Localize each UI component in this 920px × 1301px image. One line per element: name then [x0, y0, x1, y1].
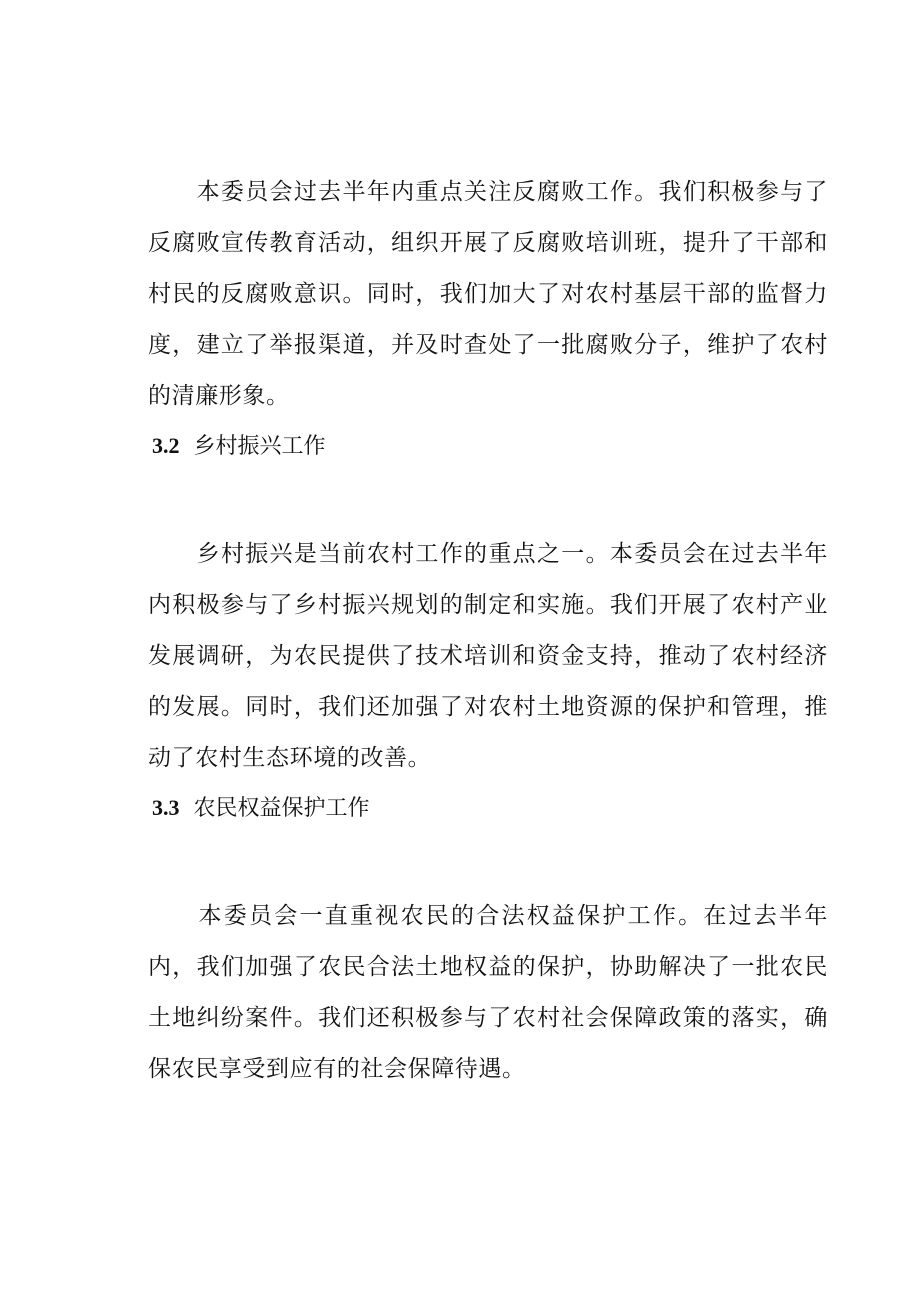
paragraph-farmer-rights: 本委员会一直重视农民的合法权益保护工作。在过去半年内，我们加强了农民合法土地权益的保护，协助解决了一批农民土地纠纷案件。我们还积极参与了农村社会保障政策的落实，确保农民享受到应有的社会保障待遇。 — [148, 903, 828, 1082]
section-number: 3.3 — [152, 795, 180, 820]
section-number: 3.2 — [152, 433, 180, 458]
paragraph-rural-revitalization: 乡村振兴是当前农村工作的重点之一。本委员会在过去半年内积极参与了乡村振兴规划的制定和实施。我们开展了农村产业发展调研，为农民提供了技术培训和资金支持，推动了农村经济的发展。同时，我们还加强了对农村土地资源的保护和管理，推动了农村生态环境的改善。 — [148, 541, 828, 771]
section-title: 农民权益保护工作 — [193, 796, 370, 821]
paragraph-anti-corruption: 本委员会过去半年内重点关注反腐败工作。我们积极参与了反腐败宣传教育活动，组织开展了反腐败培训班，提升了干部和村民的反腐败意识。同时，我们加大了对农村基层干部的监督力度，建立了举报渠道，并及时查处了一批腐败分子，维护了农村的清廉形象。 — [148, 179, 828, 409]
section-title: 乡村振兴工作 — [193, 434, 326, 459]
section-heading-3-2 — [152, 431, 326, 462]
section-heading-3-3 — [152, 793, 370, 824]
